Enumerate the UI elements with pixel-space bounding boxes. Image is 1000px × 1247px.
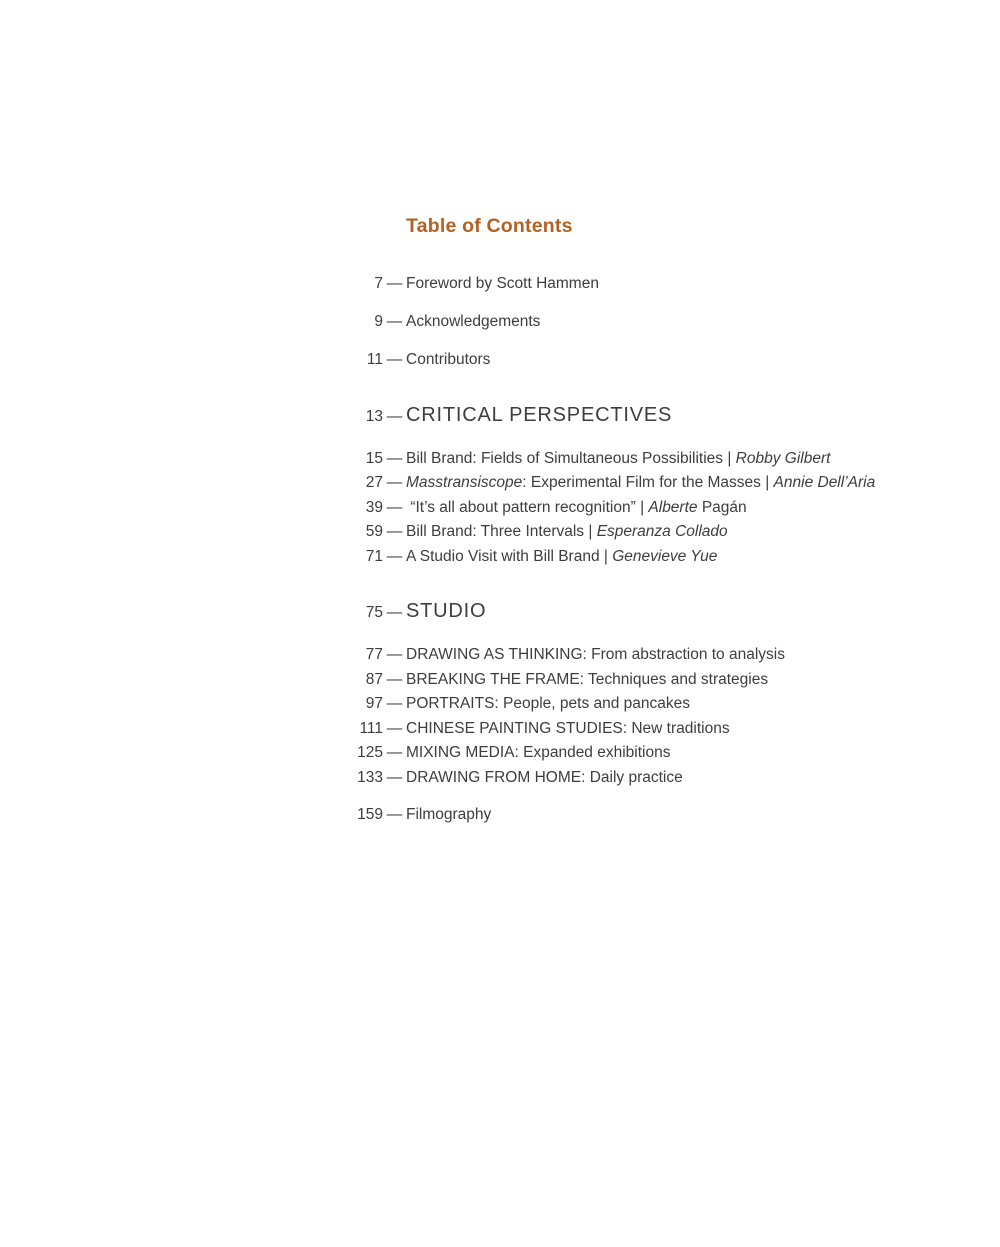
entry-title-italic-segment: Esperanza Collado (596, 523, 728, 540)
em-dash: — (386, 313, 403, 330)
entry-title-text (406, 766, 683, 791)
entry-page-number: 27 (365, 474, 383, 491)
entry-title-segment: STUDIO (406, 600, 487, 622)
entry-page-number: 39 (365, 498, 383, 516)
section-heading-text (406, 597, 486, 625)
front-matter-group (329, 272, 960, 373)
toc-entry-row (329, 717, 960, 742)
entry-page-number: 77 (365, 646, 383, 663)
entry-title-italic-segment: Robby Gilbert (735, 449, 831, 467)
em-dash: — (386, 498, 403, 516)
entry-page-number: 9 (374, 313, 383, 330)
entry-title-segment: BREAKING THE FRAME: Techniques and strategies (406, 670, 769, 688)
em-dash: — (386, 604, 403, 621)
entry-title-segment: DRAWING FROM HOME: Daily practice (406, 768, 683, 786)
em-dash: — (386, 670, 403, 688)
toc-entry-row (329, 520, 960, 545)
entry-title-segment: A Studio Visit with Bill Brand | (406, 547, 613, 565)
toc-entry-row (329, 272, 960, 297)
entry-title-text (406, 668, 768, 693)
entry-title-text (406, 803, 491, 828)
em-dash: — (386, 547, 403, 565)
entry-title-segment: Bill Brand: Three Intervals | (406, 523, 597, 540)
toc-entry-row (329, 545, 960, 570)
entry-title-text (406, 272, 599, 297)
entry-page-number: 159 (357, 806, 383, 823)
section-items-group (329, 643, 960, 790)
entry-title-italic-segment: Masstransiscope (406, 474, 523, 491)
entry-title-italic-segment: Alberte (648, 498, 698, 516)
toc-entry-row (329, 766, 960, 791)
toc-entry-row (329, 447, 960, 472)
entry-title-italic-segment: Annie Dell’Aria (773, 474, 876, 491)
entry-title-segment: Bill Brand: Fields of Simultaneous Possibilities | (406, 449, 736, 467)
entry-page-number: 7 (374, 275, 383, 292)
em-dash: — (386, 474, 403, 491)
em-dash: — (386, 695, 403, 712)
entry-page-number: 75 (365, 604, 383, 621)
toc-list (329, 272, 960, 828)
entry-title-segment: PORTRAITS: People, pets and pancakes (406, 695, 691, 712)
entry-page-number: 97 (365, 695, 383, 712)
entry-title-segment: CRITICAL PERSPECTIVES (406, 403, 673, 426)
em-dash: — (386, 275, 403, 292)
entry-title-text (406, 348, 490, 373)
entry-title-text (406, 447, 830, 472)
toc-entry-row (329, 692, 960, 717)
section-heading-text (406, 401, 672, 429)
entry-page-number: 71 (365, 547, 383, 565)
entry-title-segment: Acknowledgements (406, 313, 541, 330)
toc-section-heading-row (329, 401, 960, 431)
entry-title-text (406, 471, 875, 496)
entry-page-number: 15 (365, 449, 383, 467)
entry-title-segment: DRAWING AS THINKING: From abstraction to analysis (406, 646, 785, 663)
entry-page-number: 87 (365, 670, 383, 688)
toc-entry-row (329, 348, 960, 373)
entry-title-segment: Filmography (406, 806, 492, 823)
em-dash: — (386, 719, 403, 737)
entry-title-segment: CHINESE PAINTING STUDIES: New traditions (406, 719, 730, 737)
em-dash: — (386, 768, 403, 786)
em-dash: — (386, 351, 403, 368)
entry-title-segment: “It’s all about pattern recognition” | (406, 498, 649, 516)
entry-title-segment: MIXING MEDIA: Expanded exhibitions (406, 744, 671, 761)
back-matter-group (329, 803, 960, 828)
page-title: Table of Contents (406, 215, 573, 237)
entry-title-italic-segment: Genevieve Yue (612, 547, 718, 565)
entry-title-segment: Pagán (697, 498, 747, 516)
toc-entry-row (329, 668, 960, 693)
em-dash: — (386, 523, 403, 540)
em-dash: — (386, 744, 403, 761)
entry-page-number: 59 (365, 523, 383, 540)
toc-entry-row (329, 803, 960, 828)
toc-entry-row (329, 471, 960, 496)
section-items-group (329, 447, 960, 570)
entry-title-segment: Foreword by Scott Hammen (406, 275, 599, 292)
entry-title-text (406, 310, 540, 335)
em-dash: — (386, 449, 403, 467)
entry-page-number: 133 (357, 768, 383, 786)
entry-title-segment: : Experimental Film for the Masses | (522, 474, 774, 491)
entry-title-text (406, 643, 785, 668)
entry-title-text (406, 545, 717, 570)
entry-title-text (406, 717, 730, 742)
entry-title-text (406, 496, 747, 521)
entry-page-number: 111 (359, 719, 383, 737)
entry-title-text (406, 692, 690, 717)
toc-entry-row (329, 741, 960, 766)
entry-title-text (406, 520, 728, 545)
entry-page-number: 125 (357, 744, 383, 761)
toc-section-heading-row (329, 597, 960, 627)
entry-title-text (406, 741, 670, 766)
em-dash: — (386, 806, 403, 823)
em-dash: — (386, 407, 403, 425)
entry-page-number: 13 (365, 407, 383, 425)
toc-entry-row (329, 310, 960, 335)
toc-entry-row (329, 643, 960, 668)
toc-entry-row (329, 496, 960, 521)
em-dash: — (386, 646, 403, 663)
entry-title-segment: Contributors (406, 351, 491, 368)
entry-page-number: 11 (366, 351, 383, 368)
